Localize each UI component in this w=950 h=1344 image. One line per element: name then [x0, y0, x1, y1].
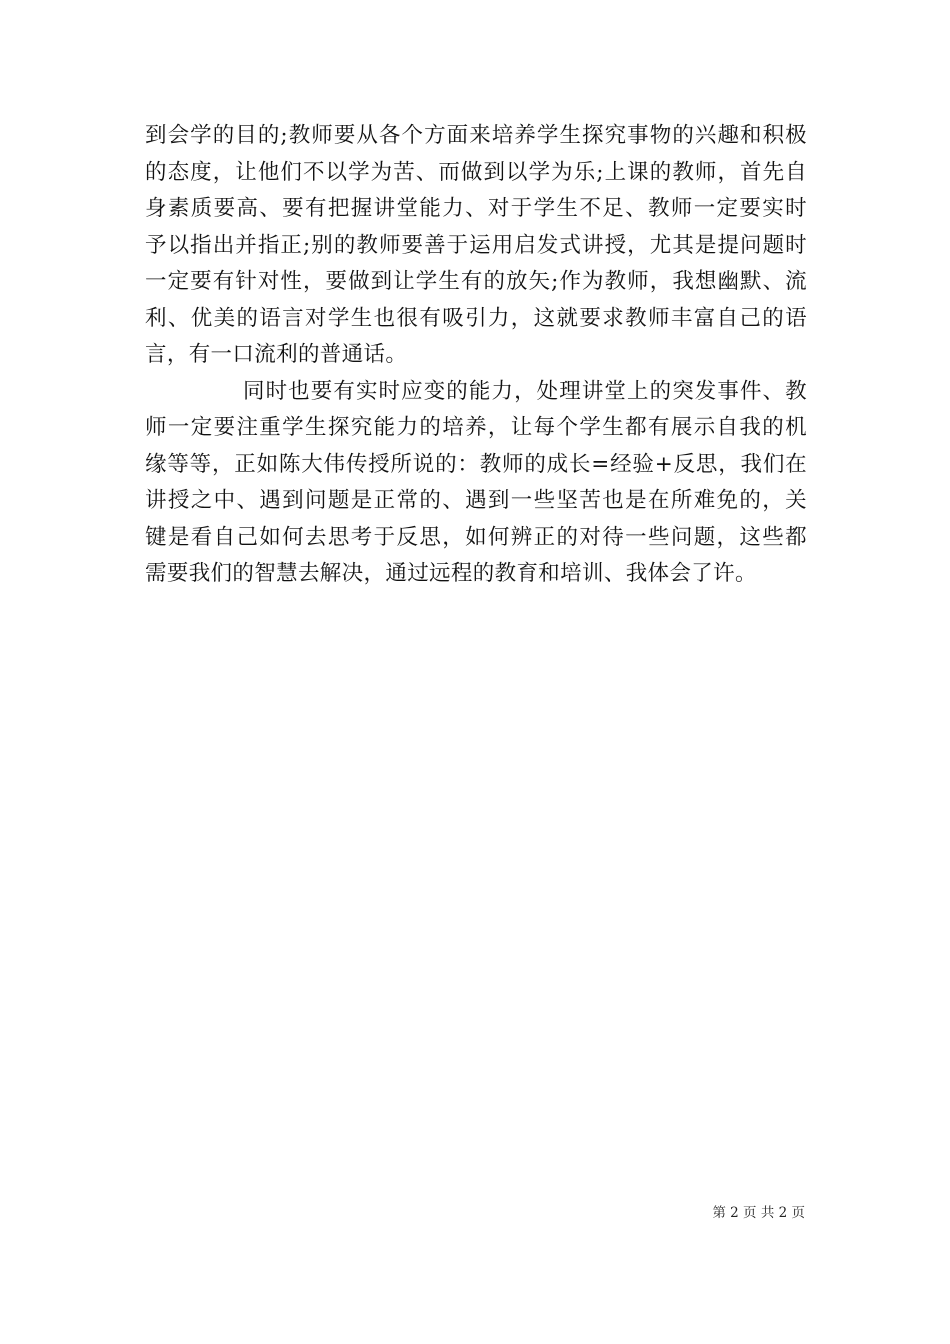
body-text — [145, 118, 807, 593]
paragraph-2 — [145, 374, 807, 593]
text-line: 缘等等，正如陈大伟传授所说的：教师的成长=经验+反思，我们在 — [145, 451, 807, 477]
text-line: 到会学的目的;教师要从各个方面来培养学生探究事物的兴趣和积极 — [145, 123, 807, 148]
text-line: 的态度，让他们不以学为苦、而做到以学为乐;上课的教师，首先自 — [145, 159, 807, 185]
text-line: 师一定要注重学生探究能力的培养，让每个学生都有展示自我的机 — [145, 415, 807, 440]
text-line: 身素质要高、要有把握讲堂能力、对于学生不足、教师一定要实时 — [145, 196, 807, 221]
text-line: 一定要有针对性，要做到让学生有的放矢;作为教师，我想幽默、流 — [145, 269, 807, 294]
page-number-footer: 第 2 页 共 2 页 — [712, 1205, 805, 1221]
text-line: 讲授之中、遇到问题是正常的、遇到一些坚苦也是在所难免的，关 — [145, 488, 807, 513]
text-line: 言，有一口流利的普通话。 — [145, 342, 408, 367]
text-line: 同时也要有实时应变的能力，处理讲堂上的突发事件、教 — [243, 378, 807, 404]
text-line: 键是看自己如何去思考于反思，如何辨正的对待一些问题，这些都 — [145, 524, 807, 550]
text-line: 利、优美的语言对学生也很有吸引力，这就要求教师丰富自己的语 — [145, 305, 807, 331]
text-line: 需要我们的智慧去解决，通过远程的教育和培训、我体会了许。 — [145, 561, 757, 586]
text-line: 予以指出并指正;别的教师要善于运用启发式讲授，尤其是提问题时 — [145, 232, 807, 258]
paragraph-1 — [145, 118, 807, 374]
